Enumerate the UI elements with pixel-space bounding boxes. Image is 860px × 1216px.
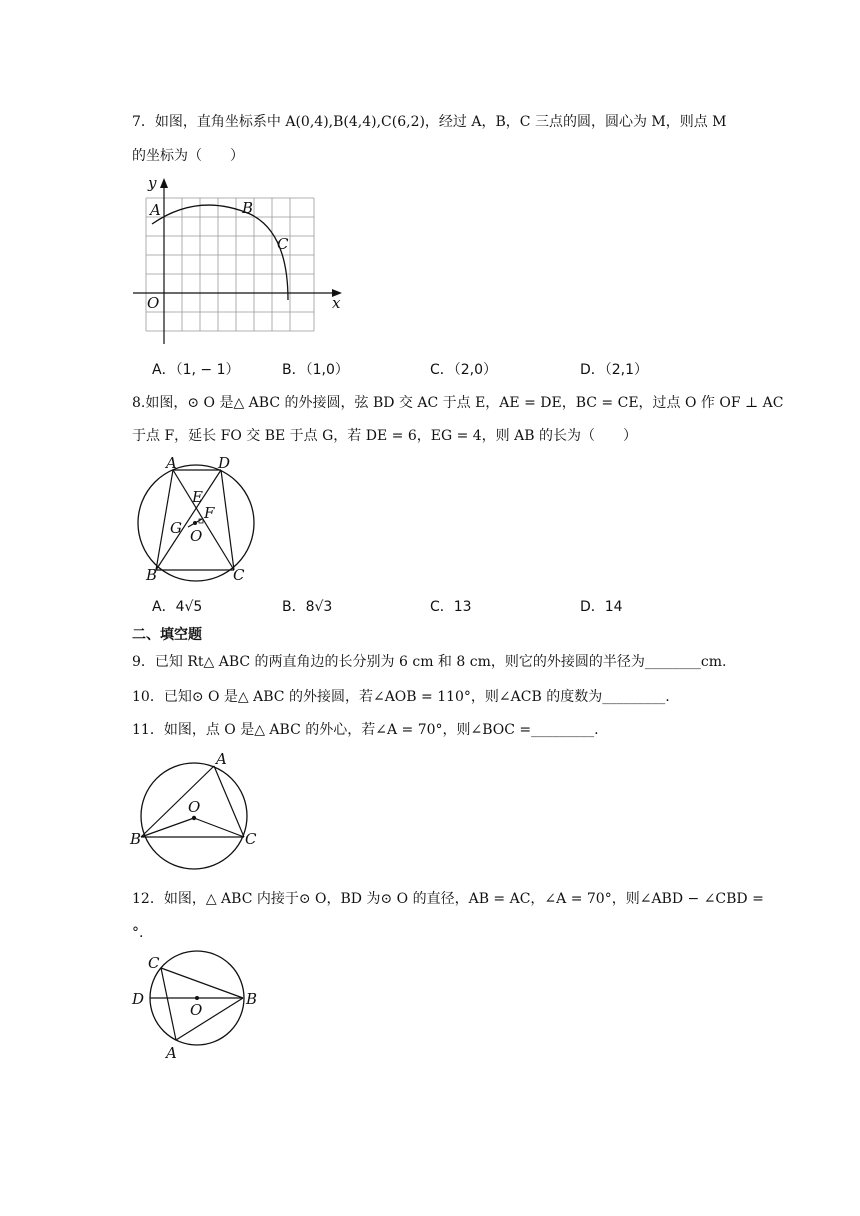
q7-option-d: D．（2,1） bbox=[580, 362, 649, 378]
q8-stem-line2: 于点 F，延长 FO 交 BE 于点 G，若 DE = 6，EG = 4，则 AB 的长为（ ） bbox=[132, 428, 637, 444]
q7-stem-line2: 的坐标为（ ） bbox=[132, 148, 244, 164]
q11-label-o: O bbox=[188, 798, 201, 816]
q7-label-c: C bbox=[277, 235, 289, 253]
q7-label-a: A bbox=[150, 201, 161, 219]
q7-y-arrow-icon bbox=[160, 178, 168, 188]
q8-stem-line1: 8.如图，⊙ O 是△ ABC 的外接圆，弦 BD 交 AC 于点 E，AE = DE，BC = CE，过点 O 作 OF ⊥ AC bbox=[132, 395, 784, 411]
q8-label-g: G bbox=[170, 519, 182, 537]
q11-label-a: A bbox=[216, 750, 227, 768]
q10-stem: 10．已知⊙ O 是△ ABC 的外接圆，若∠AOB = 110°，则∠ACB 的度数为_________. bbox=[132, 689, 670, 705]
q8-label-b: B bbox=[146, 566, 158, 584]
q11-circle-figure bbox=[128, 752, 268, 852]
q11-segment-oc bbox=[194, 818, 244, 837]
q11-label-c: C bbox=[245, 830, 257, 848]
q7-grid bbox=[146, 198, 314, 331]
q12-stem-line1: 12．如图，△ ABC 内接于⊙ O，BD 为⊙ O 的直径，AB = AC，∠A = 70°，则∠ABD − ∠CBD = bbox=[132, 891, 764, 907]
q7-arc bbox=[152, 205, 288, 300]
q8-option-d: D．14 bbox=[580, 599, 623, 615]
q7-label-o: O bbox=[147, 294, 160, 312]
q8-option-c: C．13 bbox=[430, 599, 472, 615]
q8-option-a: A．4√5 bbox=[152, 599, 203, 615]
q7-option-a: A．（1, − 1） bbox=[152, 362, 240, 378]
q8-center-dot bbox=[193, 521, 197, 525]
q8-label-a: A bbox=[166, 454, 177, 472]
q8-label-d: D bbox=[218, 454, 231, 472]
q11-stem: 11．如图，点 O 是△ ABC 的外心，若∠A = 70°，则∠BOC =_________. bbox=[132, 722, 599, 738]
q12-label-o: O bbox=[190, 1001, 203, 1019]
q8-label-o: O bbox=[190, 527, 203, 545]
q11-segment-ob bbox=[141, 818, 194, 837]
q11-center-dot bbox=[192, 816, 196, 820]
q12-segment-ca bbox=[161, 968, 176, 1040]
q7-coordinate-figure bbox=[128, 172, 358, 352]
q12-segment-ab bbox=[176, 998, 243, 1040]
q11-label-b: B bbox=[130, 830, 142, 848]
q12-label-a: A bbox=[166, 1044, 177, 1062]
q7-option-b: B．（1,0） bbox=[282, 362, 349, 378]
q12-segment-cb bbox=[161, 968, 243, 998]
q8-label-e: E bbox=[192, 488, 203, 506]
q8-option-b: B．8√3 bbox=[282, 599, 333, 615]
q7-label-y: y bbox=[148, 174, 157, 192]
q7-label-b: B bbox=[242, 199, 254, 217]
q8-label-f: F bbox=[204, 504, 215, 522]
q8-segment-dc bbox=[221, 470, 234, 570]
q7-stem-line1: 7．如图，直角坐标系中 A(0,4),B(4,4),C(6,2)，经过 A，B，C 三点的圆，圆心为 M，则点 M bbox=[132, 114, 727, 130]
q12-circle-figure bbox=[128, 950, 268, 1065]
q12-label-b: B bbox=[246, 990, 258, 1008]
q12-label-c: C bbox=[148, 954, 160, 972]
q12-stem-line2: °. bbox=[132, 925, 144, 941]
section-heading: 二、填空题 bbox=[132, 627, 202, 643]
q8-circle-figure bbox=[130, 450, 270, 590]
q12-center-dot bbox=[195, 996, 199, 1000]
q12-label-d: D bbox=[132, 990, 145, 1008]
q7-label-x: x bbox=[332, 294, 341, 312]
q9-stem: 9．已知 Rt△ ABC 的两直角边的长分别为 6 cm 和 8 cm，则它的外接圆的半径为________cm. bbox=[132, 654, 727, 670]
q11-segment-ab bbox=[141, 766, 214, 837]
q8-label-c: C bbox=[233, 566, 245, 584]
q7-option-c: C．（2,0） bbox=[430, 362, 498, 378]
